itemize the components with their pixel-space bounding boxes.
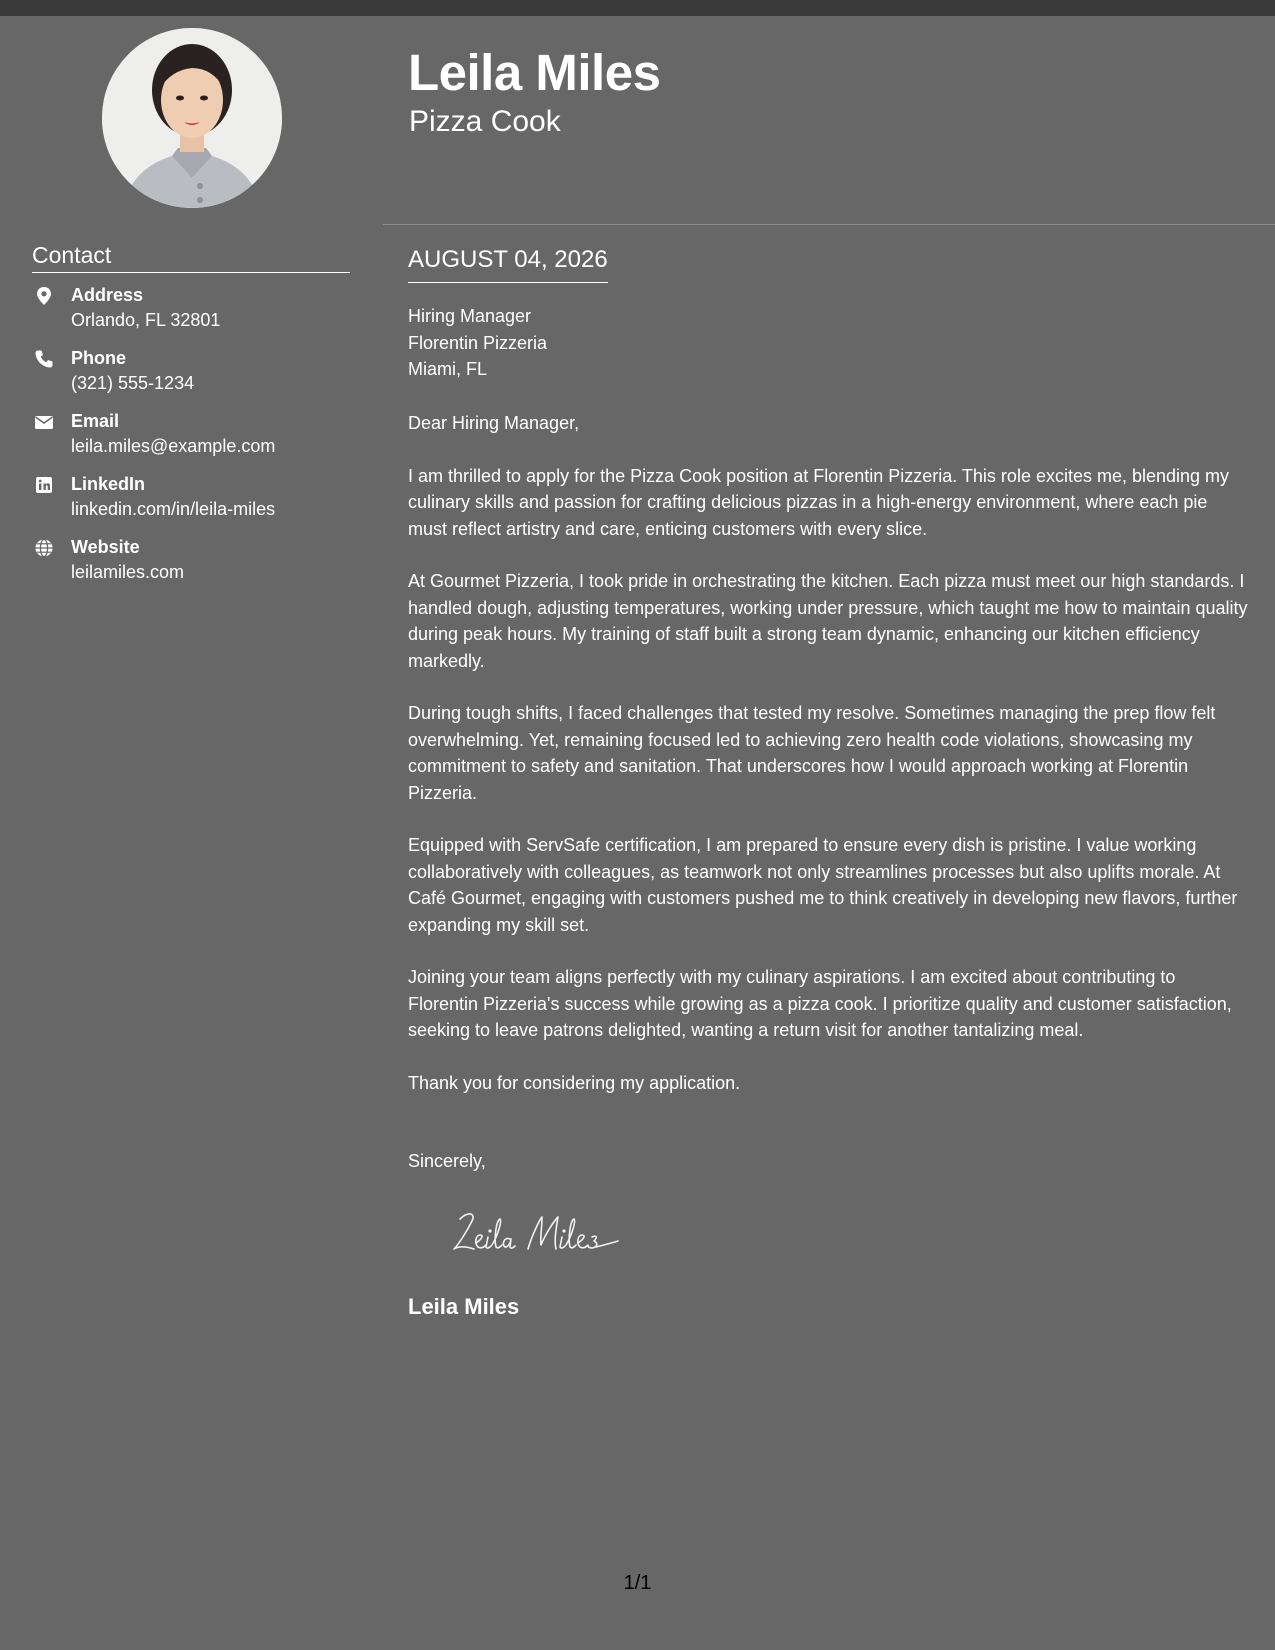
salutation: Dear Hiring Manager, xyxy=(408,413,580,433)
contact-value: (321) 555-1234 xyxy=(71,373,195,393)
letter-paragraph: Equipped with ServSafe certification, I am prepared to ensure every dish is pristine. I value working collaboratively with colleagues, as teamwork not only streamlines processes but also uplifts morale. At Café Gourmet, engaging with customers pushed me to think creatively in developing new flavors, further expanding my skill set. xyxy=(408,835,1238,935)
recipient-line: Hiring Manager xyxy=(408,306,532,326)
contact-value: leila.miles@example.com xyxy=(71,436,276,456)
profile-photo xyxy=(102,28,282,208)
contact-value: linkedin.com/in/leila-miles xyxy=(71,499,276,519)
contact-label: LinkedIn xyxy=(71,474,146,494)
contact-label: Address xyxy=(71,285,144,305)
top-bar xyxy=(0,0,1275,16)
contact-label: Email xyxy=(71,411,120,431)
letter-paragraph: Thank you for considering my application. xyxy=(408,1072,741,1093)
contact-item-phone xyxy=(32,347,362,410)
applicant-role: Pizza Cook xyxy=(409,105,561,138)
letter-body xyxy=(408,410,1248,1122)
contact-item-website xyxy=(32,536,362,599)
contact-item-linkedin xyxy=(32,473,362,536)
contact-label: Website xyxy=(71,537,140,557)
recipient-line: Florentin Pizzeria xyxy=(408,332,548,353)
envelope-icon xyxy=(34,412,54,432)
letter-paragraph: During tough shifts, I faced challenges that tested my resolve. Sometimes managing the prep flow felt overwhelming. Yet, remaining focused led to achieving zero health code violations, showcasing my commitment to safety and sanitation. That underscores how I would approach working at Florentin Pizzeria. xyxy=(408,703,1216,803)
applicant-name: Leila Miles xyxy=(408,44,661,101)
contact-item-email xyxy=(32,410,362,473)
contact-item-address xyxy=(32,284,362,347)
recipient-block xyxy=(408,303,547,383)
letter-paragraph: Joining your team aligns perfectly with my culinary aspirations. I am excited about contributing to Florentin Pizzeria's success while growing as a pizza cook. I prioritize quality and customer satisfaction, seeking to leave patrons delighted, wanting a return visit for another tantalizing meal. xyxy=(408,967,1232,1040)
header-divider xyxy=(383,224,1275,225)
contact-value: leilamiles.com xyxy=(71,562,185,582)
contact-list xyxy=(32,284,362,599)
signature-image xyxy=(446,1205,636,1259)
recipient-line: Miami, FL xyxy=(408,359,488,379)
map-pin-icon xyxy=(34,286,54,306)
letter-paragraph: I am thrilled to apply for the Pizza Cook position at Florentin Pizzeria. This role excites me, blending my culinary skills and passion for crafting delicious pizzas in a high-energy environment, where each pie must reflect artistry and care, enticing customers with every slice. xyxy=(408,465,1230,539)
contact-label: Phone xyxy=(71,348,127,368)
closing: Sincerely, xyxy=(408,1151,486,1171)
phone-icon xyxy=(34,349,54,369)
contact-heading: Contact xyxy=(32,240,350,273)
contact-value: Orlando, FL 32801 xyxy=(71,310,221,330)
letter-paragraph: At Gourmet Pizzeria, I took pride in orchestrating the kitchen. Each pizza must meet our high standards. I handled dough, adjusting temperatures, working under pressure, which taught me how to maintain quality during peak hours. My training of staff built a strong team dynamic, enhancing our kitchen efficiency markedly. xyxy=(408,571,1248,671)
page-number: 1/1 xyxy=(623,1572,652,1594)
letter-date: AUGUST 04, 2026 xyxy=(408,244,608,283)
globe-icon xyxy=(34,538,54,558)
linkedin-icon xyxy=(34,475,54,495)
signer-name: Leila Miles xyxy=(408,1294,520,1319)
